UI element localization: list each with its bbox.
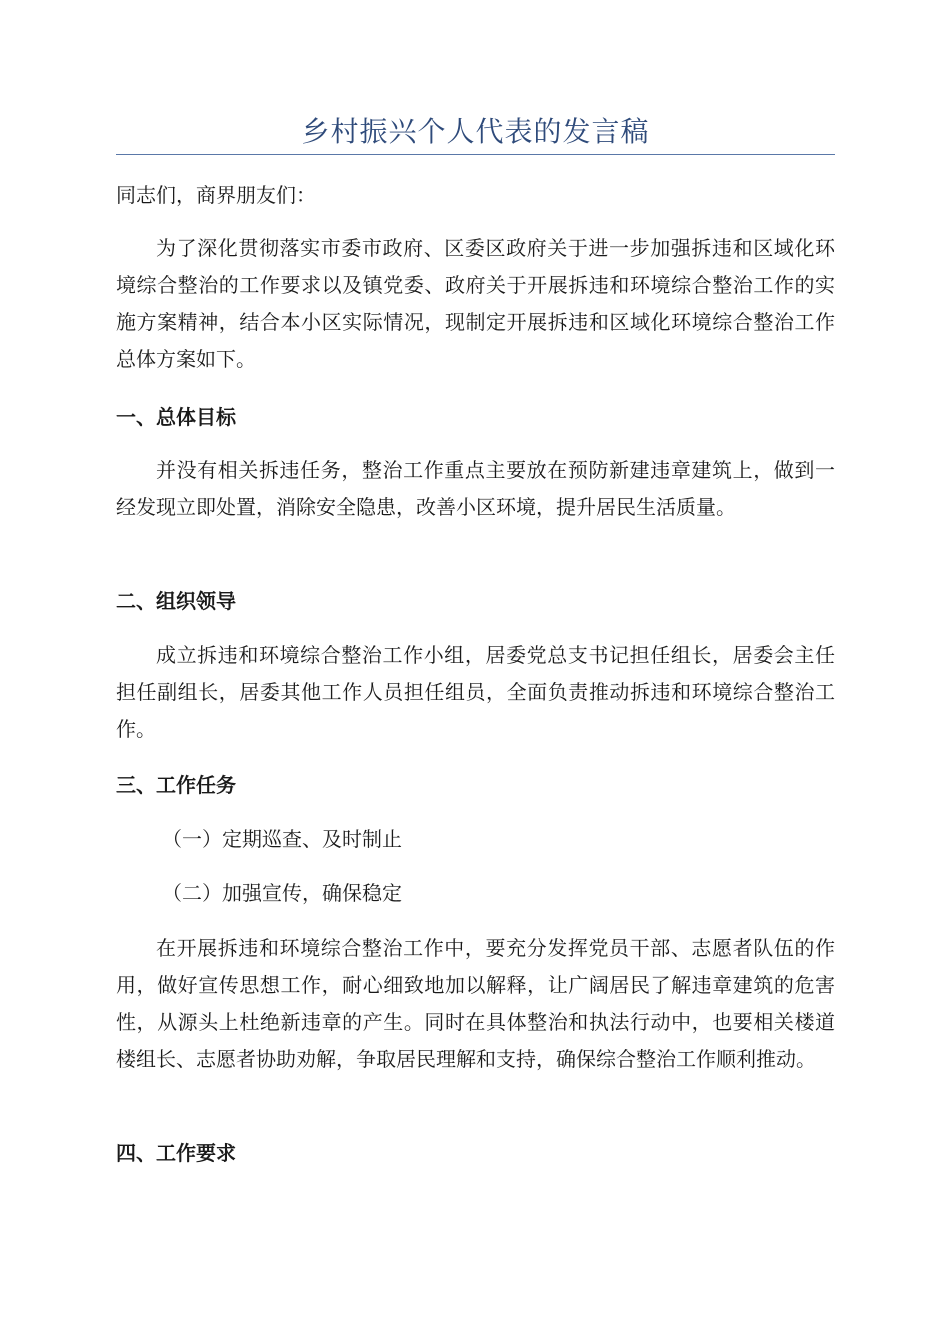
greeting-line: 同志们，商界朋友们：: [116, 183, 316, 207]
section-body-organization: 成立拆违和环境综合整治工作小组，居委党总支书记担任组长，居委会主任担任副组长，居委其他工作人员担任组员，全面负责推动拆违和环境综合整治工作。: [116, 643, 835, 741]
section-body-tasks: 在开展拆违和环境综合整治工作中，要充分发挥党员干部、志愿者队伍的作用，做好宣传思想工作，耐心细致地加以解释，让广阔居民了解违章建筑的危害性，从源头上杜绝新违章的产生。同时在具体整治和执法行动中，也要相关楼道楼组长、志愿者协助劝解，争取居民理解和支持，确保综合整治工作顺利推动。: [116, 936, 835, 1071]
document-page: [116, 0, 835, 1344]
task-item-2: （二）加强宣传，确保稳定: [162, 881, 402, 905]
section-body-goals: 并没有相关拆违任务，整治工作重点主要放在预防新建违章建筑上，做到一经发现立即处置，消除安全隐患，改善小区环境，提升居民生活质量。: [116, 458, 835, 519]
document-title: 乡村振兴个人代表的发言稿: [301, 115, 650, 148]
section-heading-tasks: 三、工作任务: [116, 773, 236, 797]
task-item-1: （一）定期巡查、及时制止: [162, 827, 402, 851]
intro-paragraph: 为了深化贯彻落实市委市政府、区委区政府关于进一步加强拆违和区域化环境综合整治的工作要求以及镇党委、政府关于开展拆违和环境综合整治工作的实施方案精神，结合本小区实际情况，现制定开展拆违和区域化环境综合整治工作总体方案如下。: [116, 236, 835, 371]
title-underline: [116, 154, 835, 155]
section-heading-requirements: 四、工作要求: [116, 1141, 236, 1165]
section-heading-organization: 二、组织领导: [116, 589, 236, 613]
section-heading-goals: 一、总体目标: [116, 405, 236, 429]
